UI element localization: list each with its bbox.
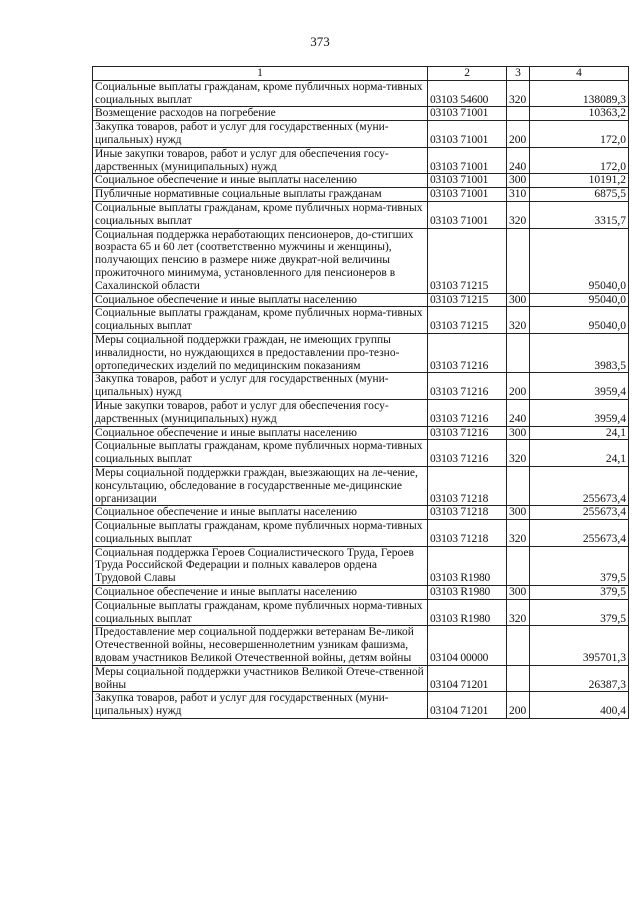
row-type: 320 bbox=[507, 440, 530, 467]
table-row bbox=[93, 201, 629, 228]
table-row bbox=[93, 440, 629, 467]
row-amount: 95040,0 bbox=[530, 293, 629, 307]
row-name: Социальная поддержка неработающих пенсионеров, до-стигших возраста 65 и 60 лет (соответственно мужчины и женщины), получающих пенсию в размере ниже двукрат-ной величины прожиточного минимума, установленного для пенсионеров в Сахалинской области bbox=[93, 228, 428, 293]
table-row bbox=[93, 228, 629, 293]
table-row bbox=[93, 546, 629, 585]
row-code: 03103 71001 bbox=[428, 147, 507, 174]
row-type bbox=[507, 665, 530, 692]
row-name: Возмещение расходов на погребение bbox=[93, 107, 428, 121]
row-name: Социальное обеспечение и иные выплаты населению bbox=[93, 506, 428, 520]
row-name: Иные закупки товаров, работ и услуг для обеспечения госу-дарственных (муниципальных) нужд bbox=[93, 399, 428, 426]
header-col-2: 2 bbox=[428, 67, 507, 81]
row-code: 03103 71218 bbox=[428, 506, 507, 520]
row-type: 300 bbox=[507, 586, 530, 600]
row-amount: 95040,0 bbox=[530, 307, 629, 334]
row-name: Закупка товаров, работ и услуг для государственных (муни-ципальных) нужд bbox=[93, 121, 428, 148]
table-header-row bbox=[93, 67, 629, 81]
row-code: 03103 71001 bbox=[428, 174, 507, 188]
table-row bbox=[93, 121, 629, 148]
table-row bbox=[93, 147, 629, 174]
row-code: 03103 71216 bbox=[428, 333, 507, 372]
row-amount: 3315,7 bbox=[530, 201, 629, 228]
row-amount: 379,5 bbox=[530, 586, 629, 600]
table-row bbox=[93, 506, 629, 520]
row-code: 03103 71218 bbox=[428, 466, 507, 505]
row-code: 03103 71215 bbox=[428, 293, 507, 307]
row-type: 320 bbox=[507, 80, 530, 107]
row-code: 03103 71218 bbox=[428, 520, 507, 547]
row-amount: 3959,4 bbox=[530, 399, 629, 426]
row-name: Публичные нормативные социальные выплаты гражданам bbox=[93, 188, 428, 202]
row-type: 300 bbox=[507, 174, 530, 188]
table-row bbox=[93, 692, 629, 719]
table-body bbox=[93, 67, 629, 719]
row-type: 200 bbox=[507, 121, 530, 148]
row-code: 03103 71216 bbox=[428, 399, 507, 426]
row-amount: 24,1 bbox=[530, 426, 629, 440]
row-amount: 255673,4 bbox=[530, 466, 629, 505]
row-name: Меры социальной поддержки участников Великой Отече-ственной войны bbox=[93, 665, 428, 692]
row-amount: 395701,3 bbox=[530, 626, 629, 665]
row-code: 03104 71201 bbox=[428, 665, 507, 692]
row-name: Социальные выплаты гражданам, кроме публичных норма-тивных социальных выплат bbox=[93, 440, 428, 467]
row-type: 320 bbox=[507, 201, 530, 228]
row-code: 03104 00000 bbox=[428, 626, 507, 665]
row-name: Социальные выплаты гражданам, кроме публичных норма-тивных социальных выплат bbox=[93, 520, 428, 547]
table-row bbox=[93, 174, 629, 188]
row-code: 03103 71001 bbox=[428, 201, 507, 228]
row-type: 320 bbox=[507, 520, 530, 547]
row-amount: 400,4 bbox=[530, 692, 629, 719]
table-row bbox=[93, 520, 629, 547]
table-row bbox=[93, 466, 629, 505]
table-row bbox=[93, 626, 629, 665]
table-row bbox=[93, 307, 629, 334]
table-row bbox=[93, 665, 629, 692]
row-type bbox=[507, 546, 530, 585]
row-amount: 172,0 bbox=[530, 147, 629, 174]
row-type bbox=[507, 333, 530, 372]
table-row bbox=[93, 80, 629, 107]
row-code: 03103 R1980 bbox=[428, 586, 507, 600]
row-code: 03103 54600 bbox=[428, 80, 507, 107]
header-col-4: 4 bbox=[530, 67, 629, 81]
table-row bbox=[93, 599, 629, 626]
row-code: 03103 71216 bbox=[428, 373, 507, 400]
row-name: Меры социальной поддержки граждан, выезжающих на ле-чение, консультацию, обследование в государственные ме-дицинские организации bbox=[93, 466, 428, 505]
row-name: Социальные выплаты гражданам, кроме публичных норма-тивных социальных выплат bbox=[93, 80, 428, 107]
row-name: Социальное обеспечение и иные выплаты населению bbox=[93, 426, 428, 440]
row-name: Социальные выплаты гражданам, кроме публичных норма-тивных социальных выплат bbox=[93, 599, 428, 626]
row-amount: 24,1 bbox=[530, 440, 629, 467]
row-name: Предоставление мер социальной поддержки ветеранам Ве-ликой Отечественной войны, несовершеннолетним узникам фашизма, вдовам участников Великой Отечественной войны, детям войны bbox=[93, 626, 428, 665]
row-amount: 6875,5 bbox=[530, 188, 629, 202]
table-row bbox=[93, 373, 629, 400]
row-name: Социальная поддержка Героев Социалистического Труда, Героев Труда Российской Федерации и полных кавалеров ордена Трудовой Славы bbox=[93, 546, 428, 585]
row-code: 03103 71216 bbox=[428, 440, 507, 467]
row-amount: 95040,0 bbox=[530, 228, 629, 293]
header-col-1: 1 bbox=[93, 67, 428, 81]
row-amount: 26387,3 bbox=[530, 665, 629, 692]
row-name: Закупка товаров, работ и услуг для государственных (муни-ципальных) нужд bbox=[93, 692, 428, 719]
row-amount: 379,5 bbox=[530, 599, 629, 626]
row-name: Иные закупки товаров, работ и услуг для обеспечения госу-дарственных (муниципальных) нужд bbox=[93, 147, 428, 174]
row-code: 03104 71201 bbox=[428, 692, 507, 719]
header-col-3: 3 bbox=[507, 67, 530, 81]
row-name: Социальные выплаты гражданам, кроме публичных норма-тивных социальных выплат bbox=[93, 307, 428, 334]
row-amount: 3959,4 bbox=[530, 373, 629, 400]
row-type bbox=[507, 107, 530, 121]
table-row bbox=[93, 188, 629, 202]
row-amount: 138089,3 bbox=[530, 80, 629, 107]
row-name: Закупка товаров, работ и услуг для государственных (муни-ципальных) нужд bbox=[93, 373, 428, 400]
row-amount: 255673,4 bbox=[530, 520, 629, 547]
table-row bbox=[93, 333, 629, 372]
row-code: 03103 71001 bbox=[428, 188, 507, 202]
row-name: Социальные выплаты гражданам, кроме публичных норма-тивных социальных выплат bbox=[93, 201, 428, 228]
row-code: 03103 71215 bbox=[428, 307, 507, 334]
row-name: Социальное обеспечение и иные выплаты населению bbox=[93, 293, 428, 307]
row-type bbox=[507, 466, 530, 505]
table-row bbox=[93, 293, 629, 307]
row-name: Социальное обеспечение и иные выплаты населению bbox=[93, 174, 428, 188]
row-type: 200 bbox=[507, 692, 530, 719]
row-name: Меры социальной поддержки граждан, не имеющих группы инвалидности, но нуждающихся в предоставлении про-тезно-ортопедических изделий по медицинским показаниям bbox=[93, 333, 428, 372]
table-row bbox=[93, 107, 629, 121]
row-type: 310 bbox=[507, 188, 530, 202]
row-type: 300 bbox=[507, 506, 530, 520]
table-row bbox=[93, 426, 629, 440]
row-code: 03103 71215 bbox=[428, 228, 507, 293]
page-number: 373 bbox=[310, 34, 330, 49]
row-type: 240 bbox=[507, 399, 530, 426]
row-code: 03103 71216 bbox=[428, 426, 507, 440]
row-amount: 379,5 bbox=[530, 546, 629, 585]
row-code: 03103 R1980 bbox=[428, 599, 507, 626]
row-code: 03103 R1980 bbox=[428, 546, 507, 585]
row-amount: 3983,5 bbox=[530, 333, 629, 372]
row-name: Социальное обеспечение и иные выплаты населению bbox=[93, 586, 428, 600]
row-type bbox=[507, 228, 530, 293]
row-type: 300 bbox=[507, 426, 530, 440]
row-code: 03103 71001 bbox=[428, 107, 507, 121]
row-type: 320 bbox=[507, 307, 530, 334]
budget-table bbox=[92, 66, 629, 719]
row-amount: 255673,4 bbox=[530, 506, 629, 520]
row-code: 03103 71001 bbox=[428, 121, 507, 148]
row-type: 240 bbox=[507, 147, 530, 174]
row-amount: 10191,2 bbox=[530, 174, 629, 188]
table-row bbox=[93, 399, 629, 426]
table-row bbox=[93, 586, 629, 600]
row-type bbox=[507, 626, 530, 665]
row-type: 320 bbox=[507, 599, 530, 626]
row-type: 200 bbox=[507, 373, 530, 400]
row-amount: 10363,2 bbox=[530, 107, 629, 121]
row-type: 300 bbox=[507, 293, 530, 307]
row-amount: 172,0 bbox=[530, 121, 629, 148]
